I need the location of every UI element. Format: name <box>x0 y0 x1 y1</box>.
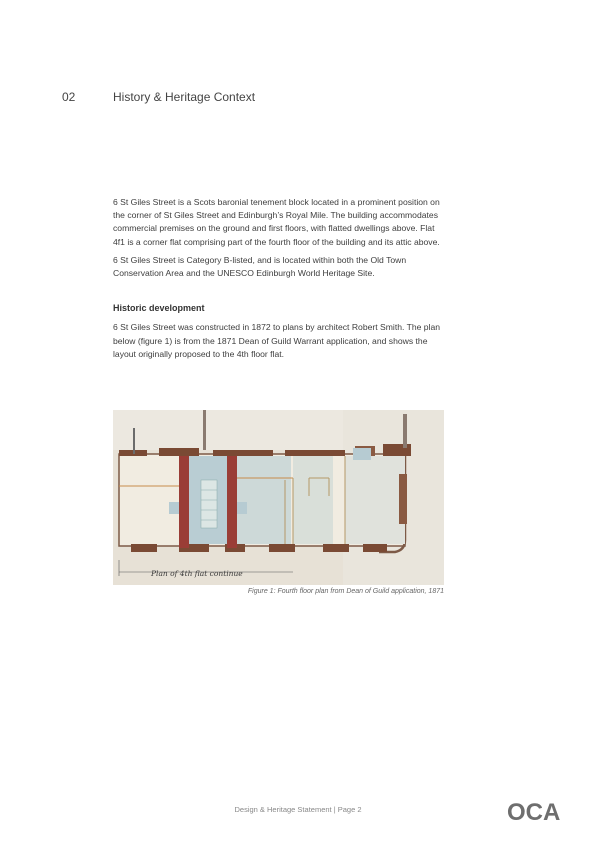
floor-plan-image <box>113 410 444 585</box>
paragraph-listing: 6 St Giles Street is Category B-listed, and is located within both the Old Town Conservation Area and the UNESCO Edinburgh World Heritage Site. <box>113 254 407 279</box>
figure-caption: Figure 1: Fourth floor plan from Dean of Guild application, 1871 <box>247 588 444 595</box>
subheading-historic-development: Historic development <box>113 303 205 314</box>
handwritten-note: Plan of 4th flat continue <box>151 569 243 578</box>
oca-logo: OCA <box>507 799 561 826</box>
section-number: 02 <box>62 90 76 104</box>
paragraph-historic: 6 St Giles Street was constructed in 1872 to plans by architect Robert Smith. The plan below (figure 1) is from the 1871 Dean of Guild Warrant application, and shows the layout originally proposed to the 4th floor flat. <box>113 322 441 359</box>
paragraph-intro: 6 St Giles Street is a Scots baronial tenement block located in a prominent position on the corner of St Giles Street and Edinburgh’s Royal Mile. The building accommodates commercial premises on the ground and first floors, with flatted dwellings above. Flat 4f1 is a corner flat comprising part of the fourth floor of the building and its attic above. <box>113 197 440 247</box>
footer-text: Design & Heritage Statement | Page 2 <box>234 805 362 814</box>
floor-plan-figure <box>113 410 444 585</box>
body-text <box>113 196 448 366</box>
section-title: History & Heritage Context <box>113 90 256 104</box>
